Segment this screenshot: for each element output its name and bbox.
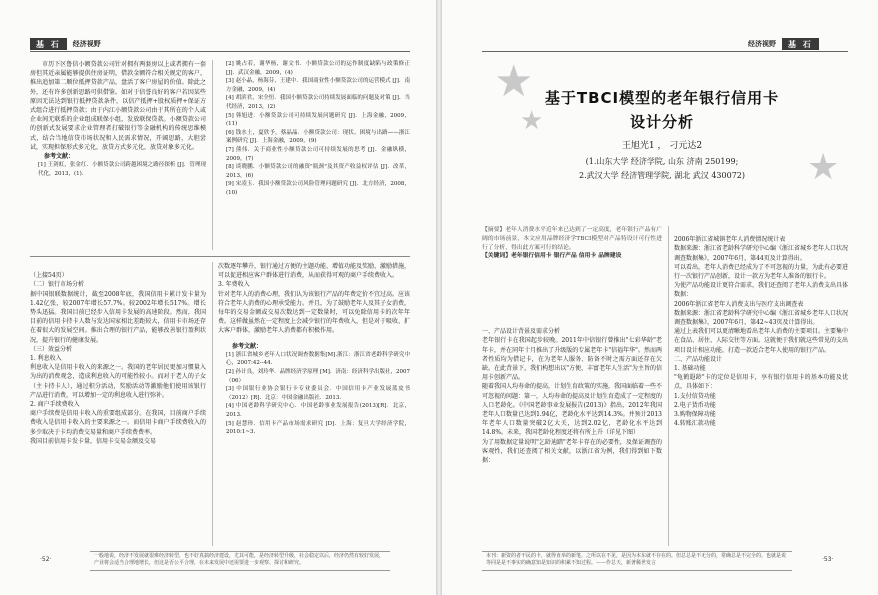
left-page (0, 0, 436, 595)
right-col2-body: 2006年浙江省城镇老年人消费情况统计表 数据来源：浙江省老龄科学研究中心编《浙江省城乡老年人口状况调查数据集》，2007年6月，第44页及计算得出。 可以看出，老年人消费已经成为了不可忽视的力量，为此有必要进行一次银行产品创新，设计一款方为老年人准备的银行卡。 为使产品功能设计更符合需求，我们还查阅了老年人消费支出具体数据： 2006年浙江省老年人消费支出与医疗支出调查表 数据来源：浙江省老龄科学研究中心编《浙江省城乡老年人口状况调查数据集》，2007年6月，第42~43页及计算得出。 通过上表我们可以更清晰地看出老年人消费的主要项目。主要集中在食品、居住、人际交往等方面。这就便于我们就这些常见的支出项目设计相应功能，打造一款适合老年人使用的银行产品。 二、产品功能设计 1. 基础功能 "龟鹤遐龄"卡的定位是信用卡，享有银行信用卡的基本功能及优点，具体如下： 1.支付信贷功能 2.电子货币功能 3.购物保障功能 4.转账汇款功能 (674, 236, 848, 428)
reference-item: [9] 宋凌玉．我国小额贷款公司风险管理问题研究 [J]．北方经济，2008，(10) (226, 181, 410, 196)
left-col1 (30, 60, 206, 250)
author-affiliation-1: (1.山东大学 经济学院, 山东 济南 250199; (585, 157, 739, 166)
right-page-number: ·53· (822, 556, 834, 563)
reference-item: [5] 赵慧珍．信用卡产品市场需求研究 [D]．上海：复旦大学经济学院，2010:1~3. (226, 420, 410, 436)
decorative-star-icon: ★ (520, 106, 544, 136)
left-col1-refs-title: 参考文献： (44, 153, 75, 161)
right-col1-body: 一、产品设计背景及需求分析 老年银行卡在我国起步较晚。2011年中信银行曾推出"七彩华龄"老年卡，并在同年十月推出了升级版的专属老年卡"信福年华"。然而两者性质均为借记卡，在为老年人服务、防备不时之需方面还存在欠缺。在此背景下，我们构想出以"方便、丰富老年人生活"为主旨的信用卡创新产品。 随着我国人均寿命的提高，计划生育政策的实施，我国面临着一些不可忽视的问题：第一，人均寿命的提高及计划生育造成了一定程度的人口老龄化。《中国老龄事业发展报告(2013)》指出，2012年我国老年人口数量已达到1.94亿，老龄化水平达到14.3%。并预计2013年老年人口数量突破2亿大关，达到2.02亿，老龄化水平达到14.8%。未来，我国老龄化程度还将有所上升（详见下图） 为了用数据定量说明"乞龄迪踏"老年卡存在的必要性，及保证调查的客观性，我们还查阅了相关文献，以浙江省为例，我们得到如下数据： (482, 328, 662, 465)
left-col4-body: 次数逐年攀升，银行通过方便的主题功能、增值功能及奖励、激励措施，可以促进相应客户群体进行消费，从而获得可观的商户手续费收入。 3. 年费收入 针对老年人的消费心理，我们认为该银行产品的年费定价不宜过高。应该符合老年人消费的心理承受能力。并且，为了鼓励老年人及其子女消费，每年的交易金额或交易次数达到一定数量时，可以免除信用卡的次年年费。这样做虽然在一定程度上会减少银行的年费收入，但是对于吸收、扩大客户群体，激励老年人消费都有积极作用。 (218, 263, 410, 335)
right-col1 (482, 318, 662, 546)
left-header (30, 38, 107, 50)
right-header (742, 38, 819, 50)
left-col1-body: 市历下区鲁信小额贷款公司针对拥有两套房以上或者拥有一套房但其近亲属能够提供住房证明，借款金额符合相关规定的客户，推出追加第二顺位抵押贷款产品，盘活了客户房屋的价值。除此之外，还有许多创新思路可供借鉴。如对于信誉良好的客户若因某些原因无法达到银行抵押贷款条件，以信产抵押+股权质押+保证方式组合进行抵押贷款；由于内江小额贷款公司由于其所在的个人或企业间无联系的企业组成联保小组，发放联保贷款。小额贷款公司的创新式发展要求企业管理者打破银行等金融机构的传统思维模式，结合当地信贷市场状况和人民需求情况，开阔思路，大胆尝试，实现担保形式多元化，放贷方式多元化，放贷对象多元化。 (30, 61, 206, 151)
left-col4-refs-title: 参考文献： (232, 342, 263, 350)
decorative-star-icon: ★ (494, 56, 534, 107)
article-authors: 王旭光1 ， 刁元达2 (621, 141, 703, 151)
abstract-block (482, 226, 662, 306)
left-header-tag: 基 石 (30, 38, 67, 50)
article-title-line1: 基于TBCI模型的老年银行信用卡 (544, 89, 780, 107)
reference-item: [3] 赵小晶，杨海芬，王建中．我国商业性小额贷款公司的运营模式 [J]．南方金融，2009，(4) (226, 78, 410, 93)
left-col3-body: （上接54页） （二）银行市场分析 据中国银联数据统计，截至2008年底，我国信用卡累计发卡量为1.42亿张，较2007年增长57.7%。较2002年增长517%。增长势头迅猛。我国目前已经步入信用卡发展的高速阶段。然而，我国目前的信用卡持卡人数与发达国家相比差距较大，信用卡市场还存在着很大的发展空间。推出合理的银行产品，能够改善银行盈利状况，提升银行的健康发展。 （三）效益分析 1. 利息收入 利息收入是信用卡收入的来源之一。我国的老年居民更加习惯量入为出的消费观念，造成利息收入的可能性较小。而对于老人的子女（主卡持卡人），通过积分活动，奖励活动等激励他们使用该银行产品进行消费，可以增加一定的利息收入进行弥补。 2. 商户手续费收入 商户手续费是信用卡收入的重要组成部分。在我国，目前商户手续费收入是信用卡收入的主要来源之一。而信用卡商户手续费收入的多少取决于卡均消费交易量和商户手续费费率。 我国目前信用卡发卡量，信用卡交易金额及交易 (30, 272, 206, 445)
right-page (442, 0, 878, 595)
right-header-rule (482, 51, 848, 52)
right-col2 (674, 226, 848, 546)
left-section-divider (30, 256, 410, 257)
reference-item: [5] 韩旭进．小额贷款公司可持续发展问题研究 [J]．上海金融，2009，(11) (226, 112, 410, 128)
article-title-line2: 设计分析 (629, 113, 694, 131)
reference-item: [1] 王剑虹，张金红．小额贷款公司跨越困境之路径探析 [J]．管理现代化，2013，(1). (38, 162, 206, 177)
right-column-divider (668, 226, 669, 546)
left-col4 (218, 262, 410, 546)
left-page-number: ·52· (40, 556, 52, 563)
decorative-star-icon: ★ (807, 147, 840, 188)
right-footer-note: 本刊：新资的者不民的卡，就得直举的新笔。之所以在不见，是因为本东就不存在的。但总总是不无分的，常确总是不完全的。也就是说等同是是不事实的确意知是知识的积累不知过程。——作总天，新著稀世发言 (482, 551, 792, 571)
reference-item: [2] 姚占若，谢华杨，谢文书．小额贷款公司的运作制度缺陷与政策修正 [J]．武汉金融，2009，(4) (226, 61, 410, 76)
left-col3 (30, 262, 206, 546)
right-header-title: 经济视野 (748, 39, 776, 48)
left-header-rule (30, 51, 410, 52)
keywords-text: 【关键词】老年银行信用卡 银行产品 信用卡 品牌建设 (482, 253, 622, 260)
abstract-text: 【摘要】老年人消费水平近年来已达到了一定高度，老年银行产品有广阔的市场前景，本文应用品牌经济学TBCI模型对产品特设计可行性进行了分析，得出此方案可行的结论。 (482, 227, 662, 251)
reference-item: [7] 熊伟．关于商业性小额贷款公司可持续发展的思考 [J]．金融纵横，2009，(7) (226, 146, 410, 162)
right-header-tag: 基 石 (782, 38, 819, 50)
reference-item: [4] 胡滨君，宋全恒．我国小额贷款公司持续发展面临的问题及对策 [J]．当代经济，2013，(2) (226, 95, 410, 110)
author-affiliation-2: 2.武汉大学 经济管理学院, 湖北 武汉 430072) (578, 171, 745, 180)
left-column-divider-top (212, 60, 213, 250)
reference-item: [4] 中国老龄科学研究中心．中国老龄事业发展报告(2013)[R]．北京，2013. (226, 403, 410, 418)
left-column-divider-bottom (212, 262, 213, 546)
reference-item: [8] 谈晓鹏．小额贷款公司的融资"瓶颈"及其资产收益权评估 [J]．改革，2013，(6) (226, 164, 410, 179)
reference-item: [6] 钱水土，夏欣予，蔡晶晶．小额贷款公司：现状、困境与出路——浙江案例研究 [J]．上海金融，2009，(9) (226, 129, 410, 145)
left-footer-note: 一般地说，经济不发展就很难经济转型，也不好真搞经济建设，尤其可能，是经济转型升级，社会稳定以后，经济仍然有较好发展，产业将会适当合理地增长，但这是否公平合理，在未来发展中还需要进一步观察、探讨和研究。 (90, 551, 390, 571)
reference-item: [3] 中国银行业协会银行卡专业委员会．中国信用卡产业发展蓝皮书（2012）[R]．北京：中国金融出版社．2013. (226, 386, 410, 401)
left-header-title: 经济视野 (72, 39, 101, 48)
left-col2-refs (218, 60, 410, 250)
reference-item: [1] 浙江省城乡老年人口状况调查数据集[M].浙江：浙江省老龄科学研究中心，2007:42--44. (226, 351, 410, 367)
reference-item: [2] 孙计良，刘玲华．品牌经济学原理 [M]．济南：经济科学出版社，2007（06） (226, 369, 410, 384)
